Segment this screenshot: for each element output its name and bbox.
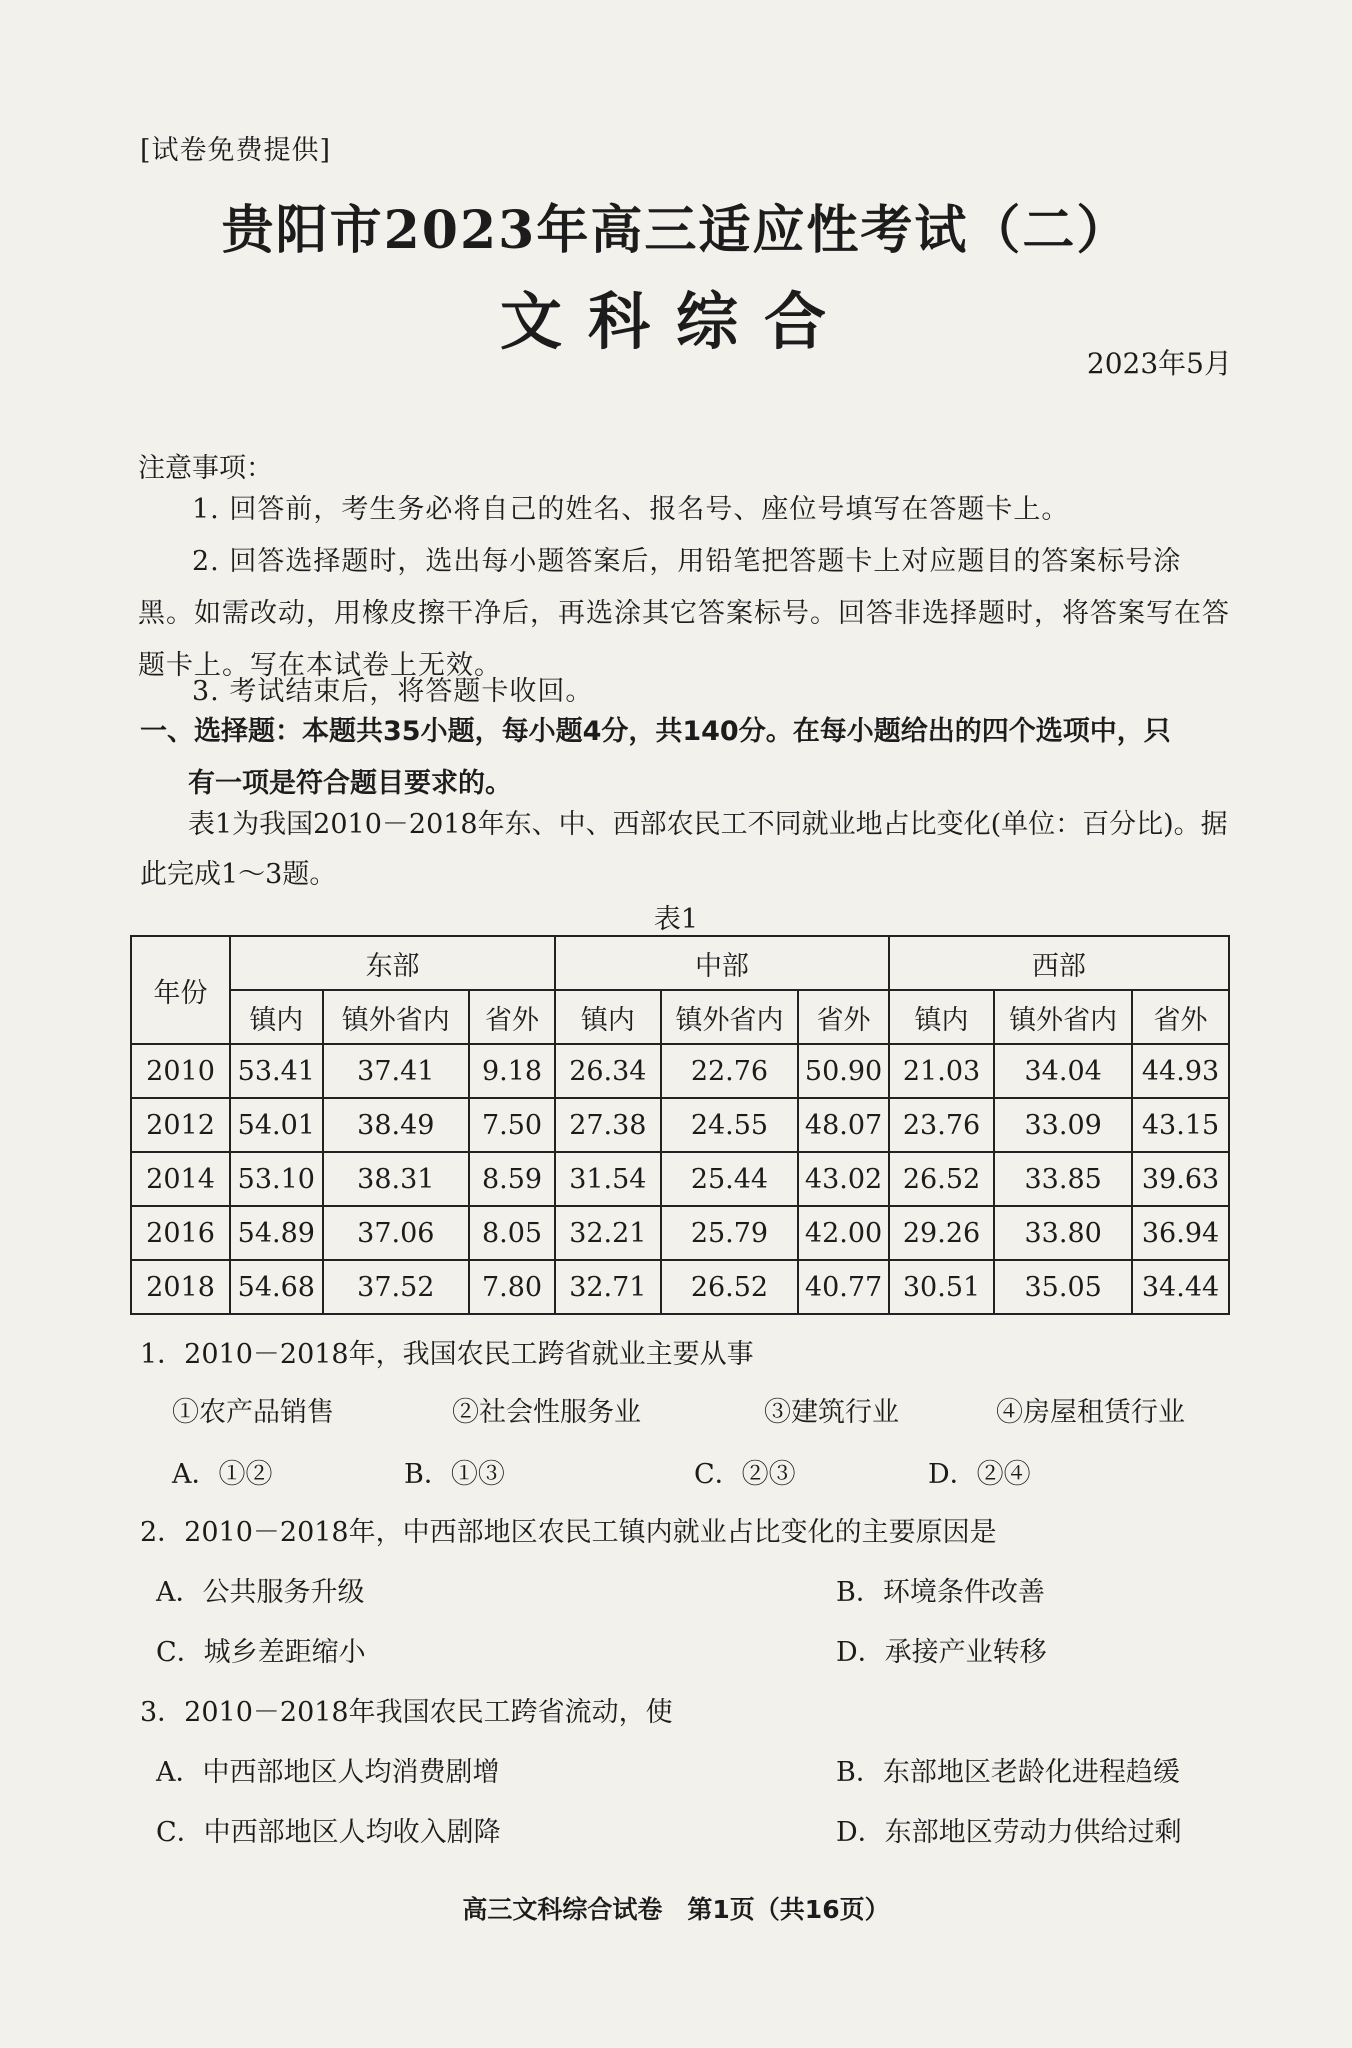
sub-header: 省外 [469,990,555,1044]
q3-option: D．东部地区劳动力供给过剩 [836,1817,1182,1848]
q1-option: A．①② [172,1459,273,1490]
question-2-options-row2 [156,1628,1216,1678]
value-cell: 40.77 [798,1260,888,1314]
value-cell: 32.21 [555,1206,660,1260]
sub-header: 省外 [1132,990,1229,1044]
value-cell: 39.63 [1132,1152,1229,1206]
value-cell: 44.93 [1132,1044,1229,1098]
value-cell: 48.07 [798,1098,888,1152]
q2-option: A．公共服务升级 [156,1577,365,1608]
value-cell: 26.34 [555,1044,660,1098]
q1-option: B．①③ [404,1459,505,1490]
value-cell: 7.80 [469,1260,555,1314]
value-cell: 37.41 [323,1044,469,1098]
year-cell: 2014 [131,1152,230,1206]
value-cell: 37.06 [323,1206,469,1260]
region-header: 西部 [889,936,1229,990]
notice-heading: 注意事项： [138,453,273,484]
q2-option: C．城乡差距缩小 [156,1637,366,1668]
table-row [131,1206,1229,1260]
sub-header: 镇外省内 [994,990,1132,1044]
exam-title: 贵阳市2023年高三适应性考试（二） [221,200,1131,261]
value-cell: 29.26 [889,1206,994,1260]
value-cell: 7.50 [469,1098,555,1152]
question-1-items [172,1388,1232,1438]
page-footer: 高三文科综合试卷 第1页（共16页） [462,1895,890,1924]
value-cell: 34.44 [1132,1260,1229,1314]
notice-item-2: 2. 回答选择题时，选出每小题答案后，用铅笔把答题卡上对应题目的答案标号涂黑。如需改动，用橡皮擦干净后，再选涂其它答案标号。回答非选择题时，将答案写在答题卡上。写在本试卷上无效。 [138,546,1230,681]
value-cell: 26.52 [889,1152,994,1206]
subject-title: 文科综合 [499,285,852,358]
value-cell: 33.09 [994,1098,1132,1152]
value-cell: 33.80 [994,1206,1132,1260]
q3-option: C．中西部地区人均收入剧降 [156,1817,501,1848]
value-cell: 35.05 [994,1260,1132,1314]
value-cell: 54.68 [230,1260,323,1314]
value-cell: 32.71 [555,1260,660,1314]
question-2-stem: 2．2010－2018年，中西部地区农民工镇内就业占比变化的主要原因是 [140,1517,997,1548]
section-line-2: 有一项是符合题目要求的。 [188,768,512,799]
table-intro: 表1为我国2010－2018年东、中、西部农民工不同就业地占比变化(单位：百分比)。据此完成1～3题。 [140,809,1228,890]
q1-option: C．②③ [694,1459,796,1490]
sub-header: 镇外省内 [323,990,469,1044]
value-cell: 53.41 [230,1044,323,1098]
value-cell: 43.15 [1132,1098,1229,1152]
value-cell: 33.85 [994,1152,1132,1206]
exam-date: 2023年5月 [1086,347,1232,380]
q1-item: ①农产品销售 [172,1397,334,1428]
value-cell: 26.52 [661,1260,799,1314]
table-caption: 表1 [653,904,699,935]
q1-option: D．②④ [928,1459,1031,1490]
table-body [131,1044,1229,1314]
value-cell: 25.79 [661,1206,799,1260]
value-cell: 50.90 [798,1044,888,1098]
notice-item-1: 1. 回答前，考生务必将自己的姓名、报名号、座位号填写在答题卡上。 [192,494,1070,525]
value-cell: 38.49 [323,1098,469,1152]
value-cell: 36.94 [1132,1206,1229,1260]
sub-header: 镇外省内 [661,990,799,1044]
value-cell: 53.10 [230,1152,323,1206]
sub-header: 镇内 [555,990,660,1044]
value-cell: 54.01 [230,1098,323,1152]
question-1-options [172,1450,1232,1500]
table-row [131,1044,1229,1098]
q3-option: B．东部地区老龄化进程趋缓 [836,1757,1180,1788]
q1-item: ③建筑行业 [764,1397,899,1428]
free-tag: [试卷免费提供] [140,135,332,166]
question-3-options-row2 [156,1808,1216,1858]
region-header: 东部 [230,936,555,990]
sub-header: 镇内 [889,990,994,1044]
notice-item-3: 3. 考试结束后，将答题卡收回。 [192,676,594,707]
value-cell: 27.38 [555,1098,660,1152]
sub-header: 镇内 [230,990,323,1044]
table-row [131,1098,1229,1152]
value-cell: 43.02 [798,1152,888,1206]
value-cell: 38.31 [323,1152,469,1206]
value-cell: 37.52 [323,1260,469,1314]
table-row [131,1260,1229,1314]
value-cell: 9.18 [469,1044,555,1098]
q3-option: A．中西部地区人均消费剧增 [156,1757,500,1788]
value-cell: 31.54 [555,1152,660,1206]
year-cell: 2018 [131,1260,230,1314]
region-header: 中部 [555,936,889,990]
section-heading [140,706,1234,810]
question-3-stem: 3．2010－2018年我国农民工跨省流动，使 [140,1697,673,1728]
value-cell: 23.76 [889,1098,994,1152]
q2-option: B．环境条件改善 [836,1577,1045,1608]
value-cell: 34.04 [994,1044,1132,1098]
question-3-options-row1 [156,1748,1216,1798]
data-table [130,935,1230,1315]
value-cell: 8.59 [469,1152,555,1206]
year-cell: 2012 [131,1098,230,1152]
q2-option: D．承接产业转移 [836,1637,1047,1668]
q1-item: ②社会性服务业 [452,1397,641,1428]
year-cell: 2010 [131,1044,230,1098]
question-2-options-row1 [156,1568,1216,1618]
value-cell: 25.44 [661,1152,799,1206]
question-1-stem: 1．2010－2018年，我国农民工跨省就业主要从事 [140,1339,754,1370]
value-cell: 21.03 [889,1044,994,1098]
value-cell: 22.76 [661,1044,799,1098]
year-cell: 2016 [131,1206,230,1260]
value-cell: 8.05 [469,1206,555,1260]
value-cell: 54.89 [230,1206,323,1260]
sub-header: 省外 [798,990,888,1044]
section-line-1: 一、选择题：本题共35小题，每小题4分，共140分。在每小题给出的四个选项中，只 [140,716,1171,747]
value-cell: 30.51 [889,1260,994,1314]
year-header: 年份 [131,936,230,1044]
table-row [131,1152,1229,1206]
q1-item: ④房屋租赁行业 [996,1397,1185,1428]
value-cell: 42.00 [798,1206,888,1260]
value-cell: 24.55 [661,1098,799,1152]
